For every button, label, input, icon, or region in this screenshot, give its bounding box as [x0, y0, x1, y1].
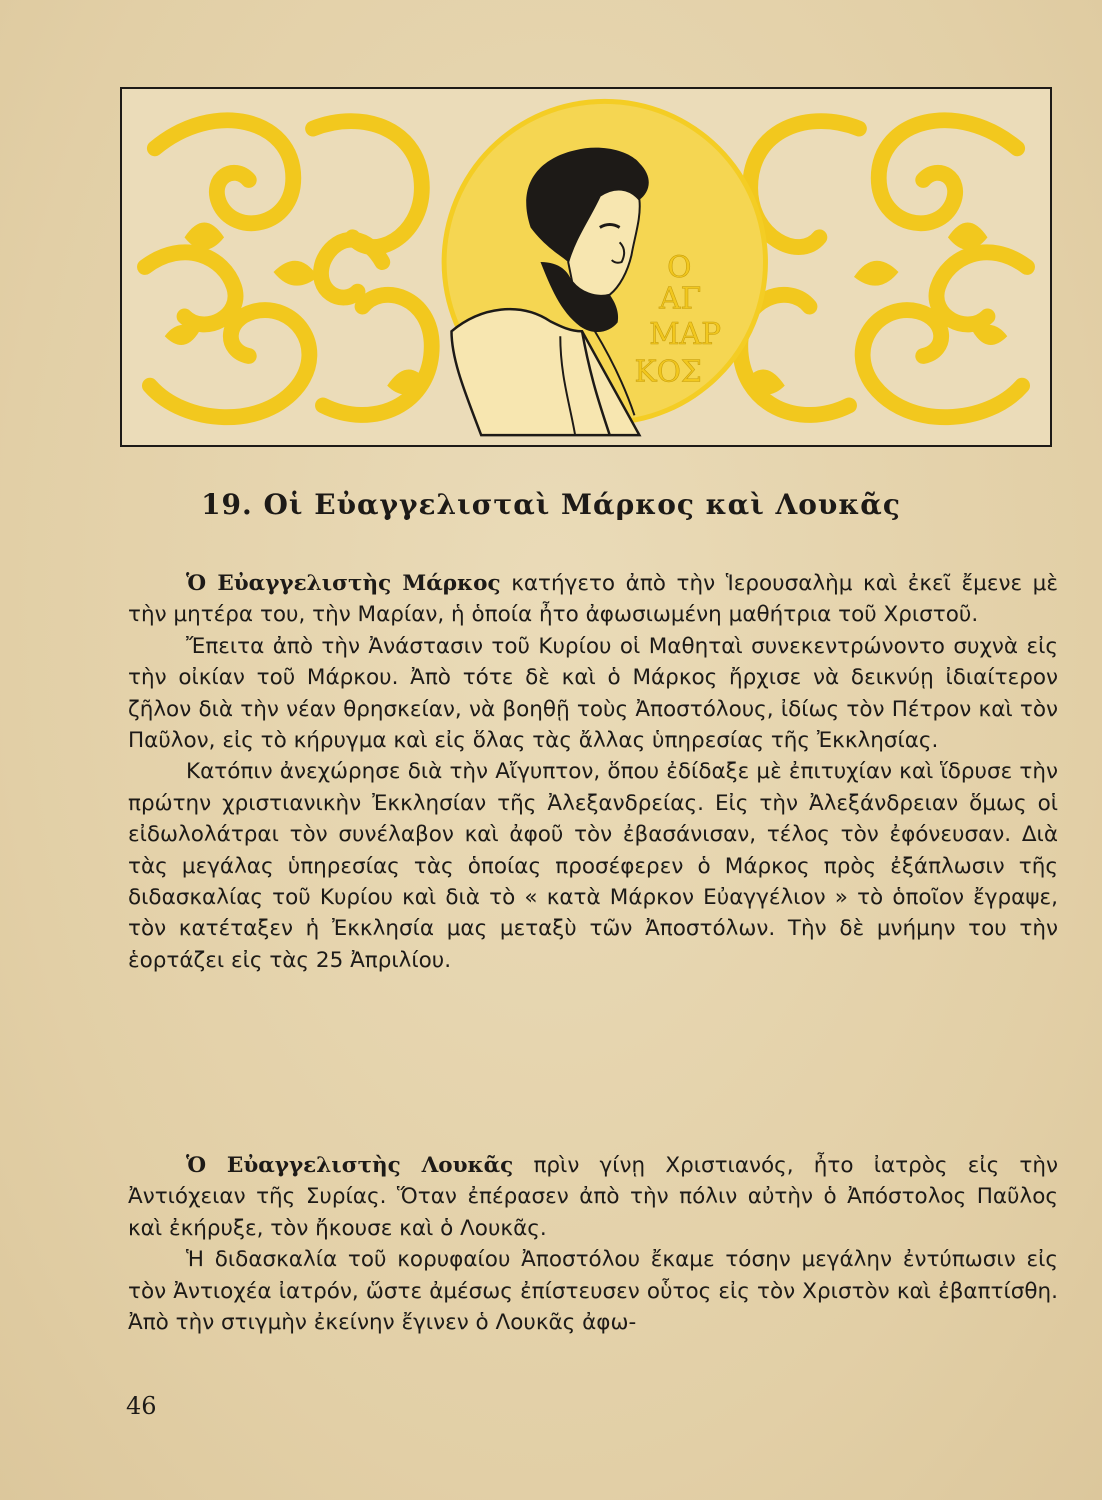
halo-letter: ΚΟΣ [634, 353, 702, 389]
paragraph-luke-teaching: Ἡ διδασκαλία τοῦ κορυφαίου Ἀποστόλου ἔκαμε τόσην μεγάλην ἐντύπωσιν εἰς τὸν Ἀντιοχέα ἰατρόν, ὥστε ἀμέσως ἐπίστευσεν οὗτος εἰς τὸν Χριστὸν καὶ ἐβαπτίσθη. Ἀπὸ τὴν στιγμὴν ἐκείνην ἔγινεν ὁ Λουκᾶς ἀφω- [128, 1247, 1058, 1336]
page-number: 46 [126, 1392, 157, 1420]
section-mark [128, 568, 1058, 976]
header-illustration [120, 87, 1052, 447]
section-luke [128, 1150, 1058, 1338]
paragraph-mark-egypt: Κατόπιν ἀνεχώρησε διὰ τὴν Αἴγυπτον, ὅπου ἐδίδαξε μὲ ἐπιτυχίαν καὶ ἵδρυσε τὴν πρώτην χριστιανικὴν Ἐκκλησίαν τῆς Ἀλεξανδρείας. Εἰς τὴν Ἀλεξάνδρειαν ὅμως οἱ εἰδωλολάτραι τὸν συνέλαβον καὶ ἀφοῦ τὸν ἐβασάνισαν, τέλος τὸν ἐφόνευσαν. Διὰ τὰς μεγάλας ὑπηρεσίας τὰς ὁποίας προσέφερεν ὁ Μάρκος πρὸς ἐξάπλωσιν τῆς διδασκαλίας τοῦ Κυρίου καὶ διὰ τὸ « κατὰ Μάρκον Εὐαγγέλιον » τὸ ὁποῖον ἔγραψε, τὸν κατέταξεν ἡ Ἐκκλησία μας μεταξὺ τῶν Ἀποστόλων. Τὴν δὲ μνήμην του τὴν ἑορτάζει εἰς τὰς 25 Ἀπριλίου. [128, 759, 1058, 973]
lead-term-mark: Ὁ Εὐαγγελιστὴς Μάρκος [186, 571, 501, 596]
chapter-title: 19. Οἱ Εὐαγγελισταὶ Μάρκος καὶ Λουκᾶς [201, 488, 901, 521]
paragraph-mark-resurrection: Ἔπειτα ἀπὸ τὴν Ἀνάστασιν τοῦ Κυρίου οἱ Μαθηταὶ συνεκεντρώνοντο συχνὰ εἰς τὴν οἰκίαν τοῦ Μάρκου. Ἀπὸ τότε δὲ καὶ ὁ Μάρκος ἤρχισε νὰ δεικνύῃ ἰδιαίτερον ζῆλον διὰ τὴν νέαν θρησκείαν, νὰ βοηθῇ τοὺς Ἀποστόλους, ἰδίως τὸν Πέτρον καὶ τὸν Παῦλον, εἰς τὸ κήρυγμα καὶ εἰς ὅλας τὰς ἄλλας ὑπηρεσίας τῆς Ἐκκλησίας. [128, 633, 1058, 754]
lead-term-luke: Ὁ Εὐαγγελιστὴς Λουκᾶς [186, 1153, 514, 1178]
paragraph-luke-intro [128, 1150, 1058, 1244]
halo-letter: ΜΑΡ [649, 316, 722, 352]
paragraph-mark-intro [128, 568, 1058, 631]
paragraph-text: πρὶν γίνῃ Χριστιανός, ἦτο ἰατρὸς εἰς τὴν Ἀντιόχειαν τῆς Συρίας. Ὅταν ἐπέρασεν ἀπὸ τὴν πόλιν αὐτὴν ὁ Ἀπόστολος Παῦλος καὶ ἐκήρυξε, τὸν ἤκουσε καὶ ὁ Λουκᾶς. [128, 1153, 1058, 1241]
halo-letter: Ο [667, 248, 692, 284]
illustration-canvas [122, 89, 1050, 445]
paragraph-text: κατήγετο ἀπὸ τὴν Ἱερουσαλὴμ καὶ ἐκεῖ ἔμενε μὲ τὴν μητέρα του, τὴν Μαρίαν, ἡ ὁποία ἦτο ἀφωσιωμένη μαθήτρια τοῦ Χριστοῦ. [128, 571, 1058, 628]
halo-letter: ΑΓ [659, 280, 702, 316]
